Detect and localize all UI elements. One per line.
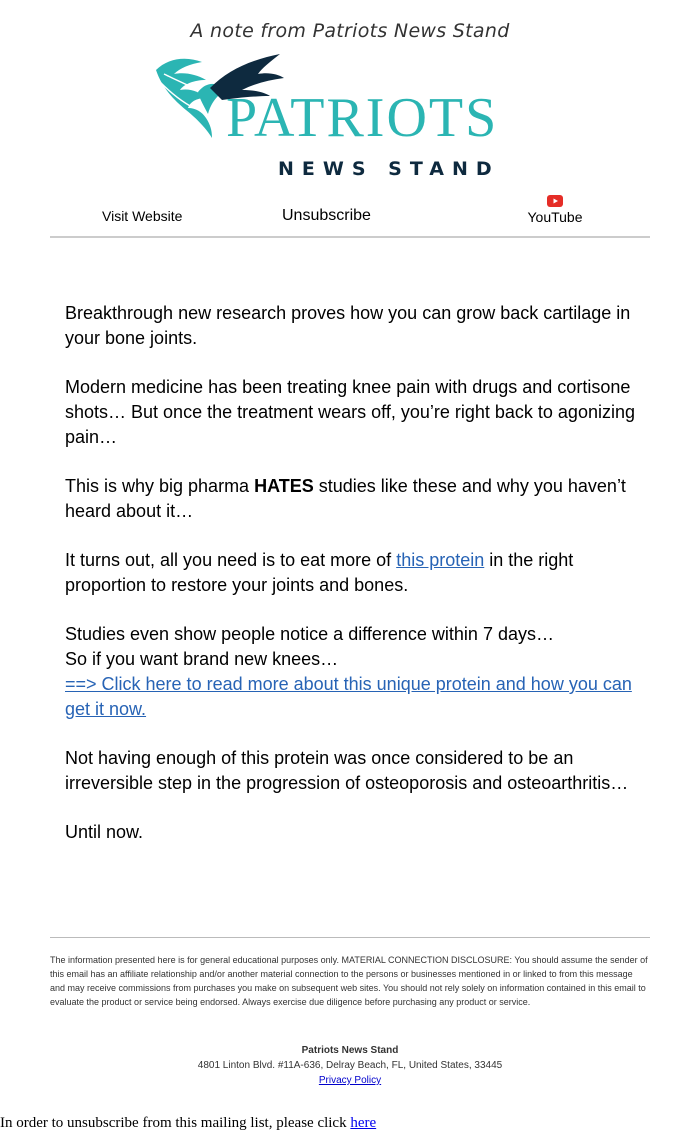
body-paragraph: Not having enough of this protein was once considered to be an irreversible step in the progression of osteoporosis and osteoarthritis… bbox=[65, 748, 629, 793]
visit-website-link[interactable]: Visit Website bbox=[102, 208, 183, 224]
footer-divider bbox=[50, 937, 650, 938]
body-paragraph: Modern medicine has been treating knee pain with drugs and cortisone shots… But once the treatment wears off, you’re right back to agonizing pain… bbox=[65, 377, 635, 447]
patriots-news-stand-logo bbox=[150, 52, 550, 187]
unsubscribe-text: In order to unsubscribe from this mailing list, please click bbox=[0, 1115, 351, 1131]
emphasis-text: HATES bbox=[254, 476, 314, 496]
header-divider bbox=[50, 236, 650, 238]
email-tagline: A note from Patriots News Stand bbox=[190, 20, 510, 42]
youtube-link[interactable] bbox=[520, 195, 590, 225]
body-paragraph: Breakthrough new research proves how you can grow back cartilage in your bone joints. bbox=[65, 303, 631, 348]
youtube-play-icon bbox=[547, 195, 563, 207]
body-text: Studies even show people notice a difference within 7 days… bbox=[65, 624, 554, 644]
logo-subtitle: NEWS STAND bbox=[278, 158, 500, 180]
body-text: So if you want brand new knees… bbox=[65, 649, 339, 669]
disclaimer-text: The information presented here is for general educational purposes only. MATERIAL CONNECTION DISCLOSURE: You should assume the sender of this email has an affiliate relationship and/or another material connection to the persons or businesses mentioned in or linked to from this message and may receive commissions from purchases you make on subsequent web sites. You should not rely solely on information contained in this email to evaluate the product or service being endorsed. Always exercise due diligence before purchasing any product or service. bbox=[50, 955, 648, 1007]
unsubscribe-notice bbox=[0, 1115, 376, 1132]
company-name: Patriots News Stand bbox=[301, 1045, 399, 1056]
body-text: studies like these and why you haven’t heard about it… bbox=[65, 476, 626, 521]
unsubscribe-link[interactable]: Unsubscribe bbox=[282, 207, 371, 224]
logo-wordmark: PATRIOTS bbox=[226, 87, 499, 149]
body-text: It turns out, all you need is to eat more of bbox=[65, 550, 397, 570]
unsubscribe-here-link[interactable]: here bbox=[350, 1115, 377, 1131]
this-protein-link[interactable]: this protein bbox=[396, 550, 485, 570]
email-body bbox=[65, 301, 645, 869]
body-paragraph bbox=[65, 622, 645, 722]
company-address: 4801 Linton Blvd. #11A-636, Delray Beach, FL, United States, 33445 bbox=[197, 1060, 503, 1071]
body-paragraph bbox=[65, 548, 645, 598]
body-text: in the right proportion to restore your joints and bones. bbox=[65, 550, 574, 595]
body-paragraph bbox=[65, 474, 645, 524]
youtube-label: YouTube bbox=[527, 209, 583, 225]
header-nav bbox=[50, 195, 650, 235]
read-more-link[interactable]: ==> Click here to read more about this unique protein and how you can get it now. bbox=[65, 674, 632, 719]
body-text: This is why big pharma bbox=[65, 476, 255, 496]
body-paragraph: Until now. bbox=[65, 822, 144, 842]
email-footer bbox=[0, 1043, 700, 1088]
privacy-policy-link[interactable]: Privacy Policy bbox=[318, 1075, 382, 1086]
